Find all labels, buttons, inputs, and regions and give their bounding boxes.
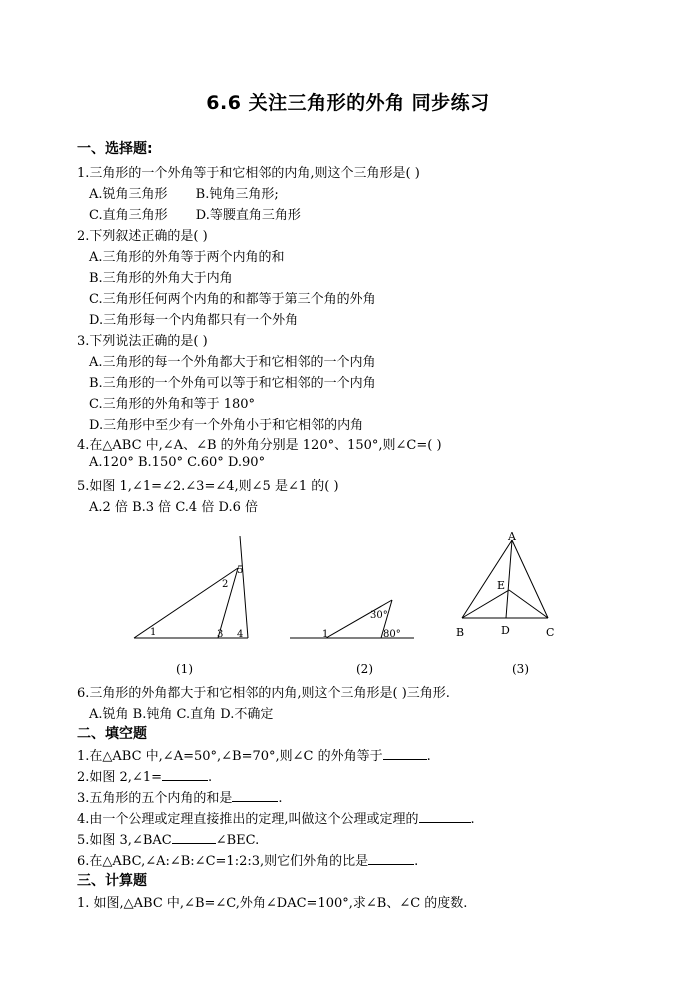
answer-blank[interactable] (162, 768, 208, 781)
figure-3-label: E (497, 579, 506, 592)
option-d: D.三角形每一个内角都只有一个外角 (89, 313, 299, 328)
question-4: 4.在△ABC 中,∠A、∠B 的外角分别是 120°、150°,则∠C=( ) (77, 438, 442, 453)
question-3: 3.下列说法正确的是( ) (77, 334, 208, 349)
figure-3 (452, 526, 562, 644)
question-text-end: ∠BEC. (215, 833, 260, 848)
option-d: D.不确定 (220, 707, 274, 722)
question-text-end: . (278, 791, 283, 806)
fill-question-2 (77, 766, 212, 785)
question-text-end: . (426, 749, 431, 764)
question-text: 4.由一个公理或定理直接推出的定理,叫做这个公理或定理的 (77, 812, 419, 827)
option-c: C.60° (187, 455, 224, 470)
figure-1-label: 4 (237, 629, 244, 640)
figure-1-label: 5 (237, 565, 244, 576)
question-5: 5.如图 1,∠1=∠2.∠3=∠4,则∠5 是∠1 的( ) (77, 479, 339, 494)
option-d: D.三角形中至少有一个外角小于和它相邻的内角 (89, 418, 364, 433)
answer-blank[interactable] (383, 747, 427, 760)
fill-question-5 (77, 829, 259, 848)
figure-2-label: 1 (322, 629, 329, 640)
figure-3-label: D (501, 624, 510, 637)
answer-blank[interactable] (172, 831, 216, 844)
figure-3-label: A (508, 530, 516, 543)
option-d: D.6 倍 (218, 500, 258, 515)
section-heading-choice: 一、选择题: (77, 141, 153, 157)
question-text-end: . (414, 854, 419, 869)
option-c: C.三角形的外角和等于 180° (89, 397, 256, 412)
q5-options (89, 496, 258, 515)
option-b: B.钝角 (132, 707, 173, 722)
figure-2 (286, 592, 418, 644)
q6-options (89, 703, 273, 722)
figure-2-label: 30° (370, 610, 388, 621)
option-a: A.2 倍 (89, 500, 128, 515)
option-c: C.4 倍 (175, 500, 215, 515)
option-a: A.120° (89, 455, 134, 470)
question-text: 1.在△ABC 中,∠A=50°,∠B=70°,则∠C 的外角等于 (77, 749, 383, 764)
option-d: D.等腰直角三角形 (195, 208, 301, 223)
option-b: B.钝角三角形; (195, 187, 279, 202)
question-1: 1.三角形的一个外角等于和它相邻的内角,则这个三角形是( ) (77, 166, 420, 181)
figure-2-label: 80° (383, 629, 401, 640)
calc-question-1: 1. 如图,△ABC 中,∠B=∠C,外角∠DAC=100°,求∠B、∠C 的度数. (77, 896, 468, 911)
question-2: 2.下列叙述正确的是( ) (77, 229, 208, 244)
option-c: C.三角形任何两个内角的和都等于第三个角的外角 (89, 292, 376, 307)
question-text-end: . (470, 812, 475, 827)
option-b: B.三角形的外角大于内角 (89, 271, 233, 286)
answer-blank[interactable] (368, 852, 414, 865)
figure-3-label: C (546, 626, 555, 639)
fill-question-3 (77, 787, 283, 806)
fill-question-1 (77, 745, 431, 764)
fill-question-6 (77, 850, 418, 869)
figure-3-label: B (456, 626, 465, 639)
option-c: C.直角 (176, 707, 217, 722)
q1-options-2 (89, 204, 301, 223)
section-heading-calc: 三、计算题 (77, 873, 147, 889)
question-text-end: . (208, 770, 213, 785)
fill-question-4 (77, 808, 475, 827)
answer-blank[interactable] (419, 810, 471, 823)
question-6: 6.三角形的外角都大于和它相邻的内角,则这个三角形是( )三角形. (77, 686, 450, 701)
figure-2-caption: (2) (356, 662, 373, 676)
figure-1 (130, 532, 260, 644)
figure-1-label: 1 (150, 627, 157, 638)
option-b: B.3 倍 (132, 500, 172, 515)
figure-1-label: 3 (217, 629, 224, 640)
figure-1-caption: (1) (176, 662, 193, 676)
option-b: B.150° (137, 455, 183, 470)
figure-1-label: 2 (222, 579, 229, 590)
section-heading-fill: 二、填空题 (77, 726, 147, 742)
question-text: 3.五角形的五个内角的和是 (77, 791, 233, 806)
option-a: A.锐角 (89, 707, 129, 722)
question-text: 2.如图 2,∠1= (77, 770, 162, 785)
question-text: 6.在△ABC,∠A:∠B:∠C=1:2:3,则它们外角的比是 (77, 854, 369, 869)
figure-3-caption: (3) (512, 662, 529, 676)
option-a: A.三角形的每一个外角都大于和它相邻的一个内角 (89, 355, 376, 370)
option-b: B.三角形的一个外角可以等于和它相邻的一个内角 (89, 376, 376, 391)
option-a: A.三角形的外角等于两个内角的和 (89, 250, 285, 265)
option-d: D.90° (227, 455, 266, 470)
page-title: 6.6 关注三角形的外角 同步练习 (206, 92, 490, 114)
option-a: A.锐角三角形 (89, 187, 168, 202)
question-text: 5.如图 3,∠BAC (77, 833, 172, 848)
answer-blank[interactable] (232, 789, 278, 802)
q1-options (89, 183, 279, 202)
option-c: C.直角三角形 (89, 208, 168, 223)
q4-options (89, 455, 265, 470)
